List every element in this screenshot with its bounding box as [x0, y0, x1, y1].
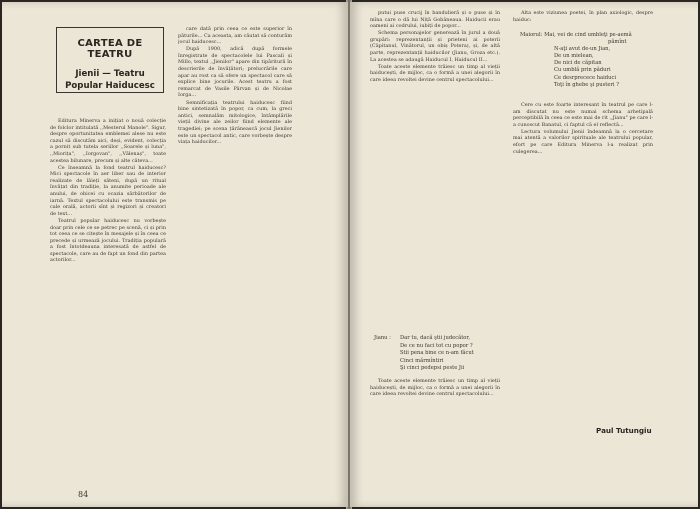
poem-line: De ce nu faci tot cu popor ?	[400, 342, 473, 349]
left-page-column-2	[178, 26, 292, 478]
paragraph: Editura Minerva a inițiat o nouă colecție de folclor intitulată ,,Mesterul Manole". Sigur, despre oportunitatea emblemei alese nu este cazul să discutăm aici, deși, evident, colecția a pornit sub tutela seriilor ,,Soarele și luna", ,,Miorița", ,,Iorgovan", ,,Vălenaș", toate acestea bilunare, precum și alte câteva...	[50, 118, 166, 164]
paragraph: care dată prin ceea ce este superior în păturile... Ca aceasta, am căutat să conturăm jocul haiducesc...	[178, 26, 292, 46]
poem-line: Maiorul: Mai, vei de cind umbleţi pe-aemă	[520, 32, 632, 38]
article-title-line2: Popular Haiducesc	[65, 81, 155, 91]
article-title-box	[56, 27, 164, 93]
poem-line: Cu umblă prin păduri	[554, 67, 611, 74]
page-number: 84	[78, 490, 89, 499]
poem-line: Şi cinci pedepsi peste Jii	[400, 365, 465, 372]
right-page-column-1	[370, 10, 500, 320]
author-signature: Paul Tutungiu	[596, 426, 652, 435]
poem-line: Cinci mărmîntiri	[400, 357, 444, 364]
right-page-column-1-end	[370, 378, 500, 488]
left-page	[2, 2, 348, 507]
poem-line: N-aţi avut de-un Jian,	[554, 46, 611, 53]
left-page-column-1	[50, 118, 166, 483]
section-title: CARTEA DE TEATRU	[77, 38, 143, 60]
poem-dialogue-maiorul	[520, 32, 660, 89]
poem-line: De un mielean,	[554, 53, 594, 60]
right-page-column-2	[513, 102, 653, 422]
poem-line: pămînt	[608, 39, 627, 46]
paragraph: Toate aceste elemente trăiesc un timp al vieții haiducești, de mijloc, ca o formă a unei alegorii în care ideea revoltei devine centrul spectacolului...	[370, 378, 500, 398]
paragraph: Toate aceste elemente trăiesc un timp al vieții haiducești, de mijloc, ca o formă a unei alegorii în care ideea revoltei devine centrul spectacolului...	[370, 63, 500, 83]
paragraph: Alta este viziunea poetei, în plan axiologic, despre haiduc:	[513, 10, 653, 23]
paragraph: Cere cu este foarte interesant în teatrul pe care l-am discutat nu este numai schema arhetipală perceptibilă în ceea ce este mai de rit ,,Jianu" pe care l-a cunoscut Banatul, ci faptul că el reflectă...	[513, 102, 653, 128]
poem-line: De nici de căpitan	[554, 60, 602, 67]
poem-line: Jianu : Dar tu, dacă ştii judecător,	[374, 335, 470, 341]
paragraph: Teatrul popular haiducesc nu vorbește doar prin cele ce se petrec pe scenă, ci și prin tot ceea ce se citește în mesajele și în ceea ce precede și urmează jocului. Tradiția populară a fost întotdeauna interesată de astfel de spectacole, care au de fapt un fond din partea actorilor...	[50, 217, 166, 264]
poem-line: Ce desrprecece haiduci	[554, 74, 617, 81]
poem-line: Stii pena bine ce n-am făcut	[400, 350, 474, 357]
speaker-label: Jianu :	[374, 335, 391, 341]
article-title-line1: Jienii — Teatru	[75, 69, 145, 79]
paragraph: Lectura volumului Jienii îndeamnă la o cercetare mai atentă a valorilor spirituale ale teatrului popular, efort pe care Editura Minerva l-a realizat prin culegerea...	[513, 128, 653, 155]
paragraph: După 1900, adică după formele înregistrate de spectacolele lui Pascali și Millo, textul ,,Jienilor" apare din tipăritură în descrierile de învățători; prelucrările care apar au rost ca să ofere un spectacol care să explice bine jocurile. Acest teatru a fost remarcat de Vasile Pârvan și de Nicolae Iorga...	[178, 46, 292, 99]
paragraph: Semnificația teatrului haiducesc fiind bine sintetizată în popor, ca cum, la greci antici, semnalăm mitologice, întâmplările vieții divine ale zeilor fiind elemente ale tragediei; pe scena țărănească jocul Jienilor este un spectacol antic, care vorbește despre viața haiducilor...	[178, 99, 292, 146]
poem-dialogue-jianu	[374, 335, 504, 373]
paragraph: putui puse crucij în bandulieră și o puse și în mîna care o dă lui Niță Gobăneaua. Haiducii erau oameni ai codrului, iubiți de popor...	[370, 10, 500, 30]
paragraph: Schema personajelor generează în jurul a două grupări: reprezentanții și prieteni ai poterii (Căpitanul, Vinătorul, un obiș Potera), și, de altă parte, reprezentanții haiducilor (Jianu, Groza etc.). La acestea se adaugă Haiducul I, Haiducul II...	[370, 30, 500, 63]
paragraph: Ce înseamnă la fond teatrul haiducesc? Mici spectacole în aer liber sau de interior realizate de lăieți săteni, după un ritual învățat din tradiție, la anumite perioade ale anului, de obicei cu ocazia sărbătorilor de iarnă. Textul spectacolului este transmis pe cale orală, actorii sînt și regizori și creatori de text...	[50, 164, 166, 217]
poem-line: Toţi în ghebe şi pusteri ?	[554, 81, 620, 88]
